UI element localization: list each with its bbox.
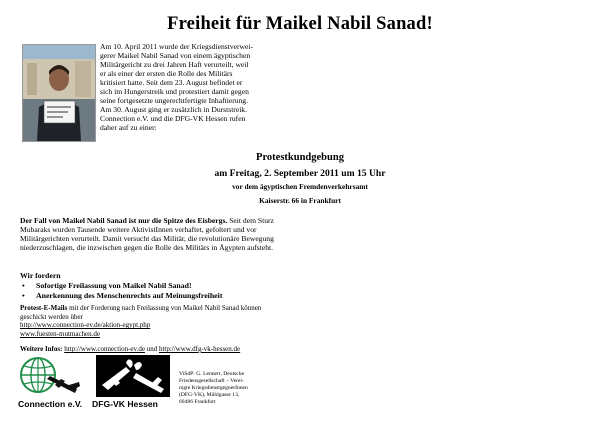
dfg-link[interactable]: http://www.dfg-vk-hessen.de [158,345,241,353]
demands-list [20,281,222,301]
imprint-line: Friedensgesellschaft – Verei- [179,377,244,384]
intro-line: kritisiert hatte. Seit dem 23. August befindet er [100,78,243,88]
aktion-link[interactable]: http://www.connection-ev.de/aktion-egypt.php [20,321,151,330]
broken-rifle-icon [96,355,170,397]
event-place: vor dem ägyptischen Fremdenverkehrsamt [232,182,368,191]
protest-email-text: mit der Forderung nach Freilassung von Maikel Nabil Sanad können geschickt werden über [20,304,262,321]
imprint-line: ViSdP: G. Lennert, Deutsche [179,371,245,377]
intro-line: Am 10. April 2011 wurde der Kriegsdienstverwei- [100,42,254,51]
demands-heading: Wir fordern [20,271,61,280]
photo-image [23,45,95,141]
intro-line: Militärgericht zu drei Jahren Haft verurteilt, weil [100,60,249,70]
intro-text [100,42,278,132]
activist-photo [22,44,96,142]
intro-line: Connection e.V. und die DFG-VK Hessen rufen [100,114,246,124]
intro-line: er als einer der ersten die Rolle des Militärs [100,69,233,79]
imprint-line: nigte KriegsdienstgegnerInnen [179,384,248,391]
demand-item: • Sofortige Freilassung von Maikel Nabil Sanad! [20,281,222,291]
demand-item: • Anerkennung des Menschenrechts auf Meinungsfreiheit [20,291,222,301]
imprint-line: 60486 Frankfurt [179,398,216,405]
background-paragraph [20,216,276,252]
intro-line: sich im Hungerstreik und protestiert damit gegen [100,87,249,97]
intro-line: gerer Maikel Nabil Sanad von einem ägyptischen [100,51,251,61]
event-title: Protestkundgebung [256,152,344,163]
event-address: Kaiserstr. 66 in Frankfurt [259,196,341,205]
dfg-vk-label: DFG-VK Hessen [92,399,158,409]
imprint [179,371,283,406]
protest-email-block [20,304,276,339]
intro-line: seine fortgesetzte ungerechtfertigte Inhaftierung. [100,96,249,106]
protest-email-label: Protest-E-Mails [20,304,68,312]
event-date: am Freitag, 2. September 2011 um 15 Uhr [214,168,386,179]
background-body: Seit dem Sturz Mubaraks wurden Tausende weitere AktivistInnen verhaftet, gefoltert und vor Militärgerichten verurteilt. Damit versucht das Militär, die revolutionäre Bewegung niederzuschlagen, die inzwischen gegen die Rolle des Militärs in Ägypten aufsteht. [20,216,274,253]
intro-line: daher auf zu einer: [100,123,157,133]
dfg-vk-logo [96,355,170,397]
connection-label: Connection e.V. [18,399,83,409]
more-info-line [20,345,240,353]
imprint-line: (DFG-VK), Mühlgasse 13, [179,391,240,398]
fuesten-link[interactable]: www.fuesten-mutmachen.de [20,330,101,339]
globe-rifle-icon [19,355,81,397]
more-info-label: Weitere Infos: [20,345,63,353]
more-info-joiner: und [144,345,159,353]
connection-link[interactable]: http://www.connection-ev.de [64,345,145,353]
intro-line: Am 30. August ging er zusätzlich in Durststreik. [100,105,248,115]
connection-logo [19,355,81,397]
page-title: Freiheit für Maikel Nabil Sanad! [167,14,433,34]
background-lead: Der Fall von Maikel Nabil Sanad ist nur die Spitze des Eisbergs. [20,216,228,225]
